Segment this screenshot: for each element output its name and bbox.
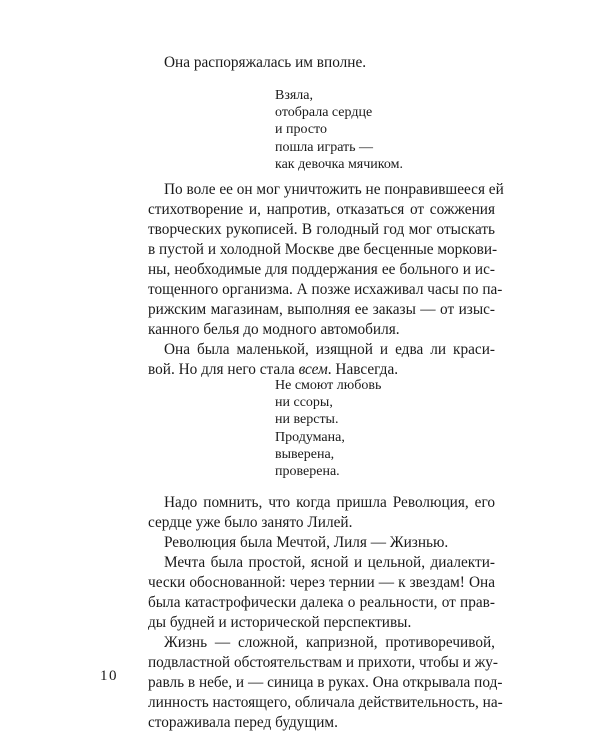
poem-line: и просто — [275, 122, 327, 138]
text-line: стораживала перед будущим. — [148, 714, 338, 731]
text-line: творческих рукописей. В голодный год мог отыскать — [148, 221, 495, 238]
poem-stanza-2 — [275, 377, 381, 480]
text-line: стихотворение и, напротив, отказаться от сожжения — [148, 201, 495, 218]
text-line: Мечта была простой, ясной и цельной, диалекти- — [164, 554, 495, 571]
text-line: сердце уже было занято Лилей. — [148, 514, 353, 531]
text-fragment: вой. Но для него стала — [148, 361, 299, 378]
text-line: Надо помнить, что когда пришла Революция, его — [164, 494, 495, 511]
emphasized-word: всем — [298, 361, 328, 378]
poem-line: пошла играть — — [275, 139, 374, 155]
paragraph-5 — [148, 553, 495, 633]
opening-line: Она распоряжалась им вполне. — [164, 54, 367, 71]
text-line: подвластной обстоятельствам и прихоти, чтобы и жу- — [148, 654, 499, 671]
paragraph-4 — [148, 533, 495, 553]
poem-stanza-1 — [275, 87, 403, 173]
text-line: По воле ее он мог уничтожить не понравившееся ей — [164, 181, 504, 198]
text-line: канного белья до модного автомобиля. — [148, 321, 400, 338]
paragraph-6 — [148, 633, 503, 733]
text-line: в пустой и холодной Москве две бесценные моркови- — [148, 241, 498, 258]
poem-line: Продумана, — [275, 429, 345, 445]
text-line: линность настоящего, обличала действительность, на- — [148, 694, 503, 711]
text-line: рижским магазинам, выполняя ее заказы — от изыс- — [148, 301, 495, 318]
text-line: Она была маленькой, изящной и едва ли краси- — [164, 341, 495, 358]
poem-line: проверена. — [275, 464, 340, 480]
paragraph-2 — [148, 340, 495, 380]
text-fragment: . Навсегда. — [327, 361, 399, 378]
text-line: Революция была Мечтой, Лиля — Жизнью. — [164, 534, 449, 551]
text-line: была катастрофически далека о реальности, от прав- — [148, 594, 495, 611]
poem-line: Не смоют любовь — [275, 378, 382, 393]
poem-line: ни версты. — [275, 412, 339, 428]
text-line: ны, необходимые для поддержания ее больного и ис- — [148, 261, 495, 278]
page-number: 10 — [100, 668, 118, 684]
paragraph-3 — [148, 493, 495, 533]
poem-line: Взяла, — [275, 88, 314, 103]
poem-line: ни ссоры, — [275, 395, 333, 411]
text-line: равль в небе, и — синица в руках. Она открывала под- — [148, 674, 503, 691]
paragraph-1 — [148, 180, 504, 340]
poem-line: как девочка мячиком. — [275, 156, 403, 172]
text-line: чески обоснованной: через тернии — к звездам! Она — [148, 574, 495, 591]
poem-line: отобрала сердце — [275, 105, 373, 121]
poem-line: выверена, — [275, 446, 335, 462]
text-line: Жизнь — сложной, капризной, противоречивой, — [164, 634, 495, 651]
text-line: тощенного организма. А позже исхаживал часы по па- — [148, 281, 503, 298]
text-line: ды будней и исторической перспективы. — [148, 614, 412, 631]
